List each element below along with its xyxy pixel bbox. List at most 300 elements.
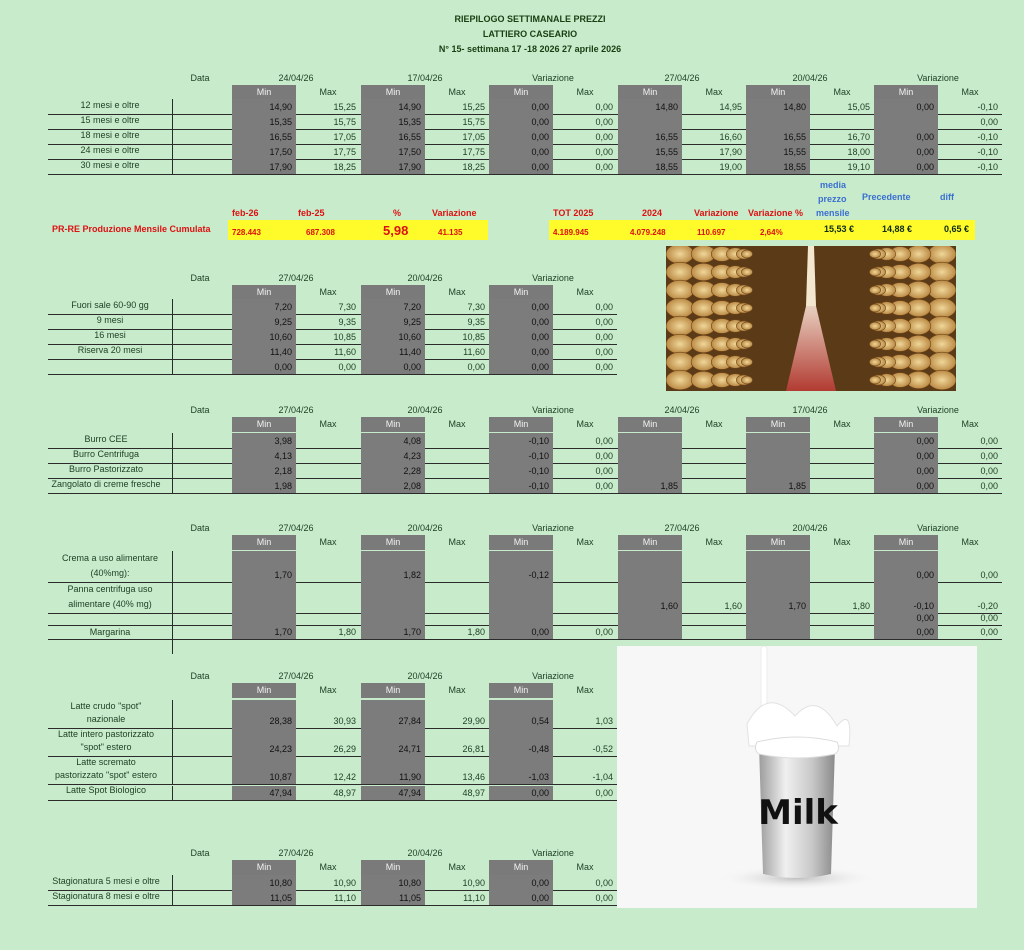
prod-label: PR-RE Produzione Mensile Cumulata (52, 224, 211, 234)
parmigiano-min-value: 0,00 (489, 159, 553, 174)
latte-min-value: 0,54 (489, 700, 553, 728)
min-header: Min (489, 683, 553, 698)
latte-max-value: 1,03 (595, 716, 613, 726)
pecorino-max-value: 11,10 (334, 893, 356, 903)
pecorino-min-value: 0,00 (489, 875, 553, 890)
column-date: 24/04/26 (278, 73, 314, 83)
grana-max-value: 11,60 (334, 347, 356, 357)
min-header: Min (232, 683, 296, 698)
parmigiano-max-value: 14,95 (719, 102, 742, 112)
max-header: Max (319, 685, 337, 695)
max-header: Max (576, 537, 594, 547)
latte-min-value: 27,84 (361, 700, 425, 728)
parmigiano-min-value: 0,00 (874, 129, 938, 144)
column-date: 27/04/26 (664, 523, 700, 533)
max-header: Max (319, 537, 337, 547)
min-header: Min (489, 417, 553, 432)
prod-h-media2: prezzo (818, 194, 847, 204)
prod-h-varpct: Variazione % (748, 208, 804, 218)
burro-min-value: -0,10 (489, 463, 553, 478)
max-header: Max (319, 862, 337, 872)
parmigiano-max-value: 16,60 (719, 132, 742, 142)
crema-max-value: 1,80 (467, 627, 485, 637)
row-divider (172, 639, 173, 654)
cheese-wheel (869, 358, 880, 366)
max-header: Max (705, 87, 723, 97)
burro-max-value: 0,00 (595, 481, 613, 491)
latte-min-value: 28,38 (232, 700, 296, 728)
latte-min-value: -1,03 (489, 756, 553, 784)
pecorino-max-value: 10,90 (462, 878, 485, 888)
parmigiano-min-value: 18,55 (746, 159, 810, 174)
max-header: Max (705, 537, 723, 547)
crema-max-value: 0,00 (980, 570, 998, 580)
crema-min-value (746, 613, 810, 625)
parmigiano-max-value: 0,00 (595, 102, 613, 112)
min-header: Min (489, 85, 553, 100)
cheese-wheel (928, 280, 956, 300)
max-header: Max (833, 537, 851, 547)
parmigiano-max-value: 17,90 (719, 147, 742, 157)
prod-v-var2: 110.697 (697, 228, 726, 237)
max-header: Max (576, 419, 594, 429)
burro-min-value: 2,18 (232, 463, 296, 478)
min-header: Min (232, 417, 296, 432)
row-label: Latte intero pastorizzato (57, 729, 155, 739)
parmigiano-min-value: 17,50 (232, 144, 296, 159)
burro-min-value: 0,00 (874, 448, 938, 463)
crema-min-value: 0,00 (874, 613, 938, 625)
latte-min-value: 10,87 (232, 756, 296, 784)
crema-min-value (746, 551, 810, 582)
min-header: Min (874, 85, 938, 100)
cheese-wheel (666, 262, 694, 282)
min-header: Min (618, 535, 682, 550)
max-header: Max (448, 419, 466, 429)
row-line (48, 639, 1002, 640)
parmigiano-min-value: 16,55 (361, 129, 425, 144)
max-header: Max (961, 87, 979, 97)
parmigiano-max-value: 0,00 (980, 117, 998, 127)
max-header: Max (961, 419, 979, 429)
latte-max-value: 29,90 (462, 716, 485, 726)
prod-v-tot: 4.189.945 (553, 228, 589, 237)
crema-min-value (489, 582, 553, 613)
cheese-wheel (666, 370, 694, 390)
prod-v-2024: 4.079.248 (630, 228, 666, 237)
cheese-wheel (666, 316, 694, 336)
crema-min-value: 0,00 (874, 551, 938, 582)
parmigiano-max-value: 19,10 (847, 162, 870, 172)
parmigiano-max-value: 0,00 (595, 162, 613, 172)
crema-min-value (361, 582, 425, 613)
parmigiano-min-value: 16,55 (232, 129, 296, 144)
row-label: nazionale (86, 714, 126, 724)
parmigiano-max-value: 18,25 (333, 162, 356, 172)
cheese-wheel (666, 298, 694, 318)
row-label: Zangolato di creme fresche (51, 479, 161, 489)
cheese-wheel (666, 352, 694, 372)
grana-max-value: 0,00 (467, 362, 485, 372)
prod-h-feb26: feb-26 (232, 208, 259, 218)
cheese-wheel (928, 298, 956, 318)
prod-h-tot: TOT 2025 (553, 208, 594, 218)
grana-max-value: 0,00 (595, 302, 613, 312)
parmigiano-max-value: -0,10 (977, 162, 998, 172)
min-header: Min (874, 535, 938, 550)
column-date: Variazione (532, 848, 574, 858)
grana-min-value: 0,00 (489, 344, 553, 359)
burro-min-value: 4,13 (232, 448, 296, 463)
crema-min-value (489, 613, 553, 625)
burro-max-value: 0,00 (980, 436, 998, 446)
parmigiano-max-value: 15,75 (333, 117, 356, 127)
burro-min-value: 2,28 (361, 463, 425, 478)
parmigiano-max-value: 15,25 (462, 102, 485, 112)
burro-min-value: 1,85 (746, 478, 810, 493)
grana-max-value: 0,00 (595, 362, 613, 372)
burro-min-value: 1,85 (618, 478, 682, 493)
min-header: Min (361, 683, 425, 698)
parmigiano-min-value: 17,50 (361, 144, 425, 159)
max-header: Max (576, 862, 594, 872)
row-label: (40%mg): (90, 568, 130, 578)
crema-max-value: -0,20 (977, 601, 998, 611)
pecorino-max-value: 0,00 (595, 893, 613, 903)
parmigiano-max-value: 16,70 (847, 132, 870, 142)
grana-max-value: 7,30 (338, 302, 356, 312)
row-label: 16 mesi (94, 330, 126, 340)
min-header: Min (361, 85, 425, 100)
cheese-wheel (666, 334, 694, 354)
parmigiano-min-value: 17,90 (361, 159, 425, 174)
prod-h-prec: Precedente (862, 192, 911, 202)
milk-label: Milk (758, 793, 838, 833)
prod-h-media3: mensile (816, 208, 850, 218)
row-line (48, 174, 1002, 175)
prod-v-feb25: 687.308 (306, 228, 335, 237)
row-label: Burro Pastorizzato (68, 464, 144, 474)
row-divider (172, 875, 173, 905)
latte-max-value: -1,04 (592, 772, 613, 782)
parmigiano-max-value: 0,00 (595, 117, 613, 127)
crema-min-value (618, 613, 682, 625)
max-header: Max (576, 87, 594, 97)
pecorino-min-value: 10,80 (232, 875, 296, 890)
burro-max-value: 0,00 (980, 451, 998, 461)
min-header: Min (232, 860, 296, 875)
data-label: Data (190, 73, 210, 83)
cheese-wheel (741, 358, 752, 366)
column-date: 20/04/26 (407, 273, 443, 283)
latte-max-value: 30,93 (333, 716, 356, 726)
min-header: Min (232, 85, 296, 100)
parmigiano-max-value: 0,00 (595, 147, 613, 157)
row-label: Latte Spot Biologico (65, 785, 147, 795)
column-date: 24/04/26 (664, 405, 700, 415)
burro-min-value: -0,10 (489, 433, 553, 448)
column-date: Variazione (917, 405, 959, 415)
crema-min-value: 1,60 (618, 582, 682, 613)
parmigiano-min-value: 15,35 (361, 114, 425, 129)
row-line (48, 374, 617, 375)
prod-h-media1: media (820, 180, 847, 190)
data-label: Data (190, 848, 210, 858)
latte-min-value: 47,94 (232, 786, 296, 800)
burro-min-value: 0,00 (874, 433, 938, 448)
min-header: Min (361, 417, 425, 432)
prod-v-var: 41.135 (438, 228, 463, 237)
grana-max-value: 0,00 (338, 362, 356, 372)
parmigiano-min-value: 15,55 (746, 144, 810, 159)
crema-min-value: 0,00 (489, 625, 553, 639)
cheese-wheel (741, 322, 752, 330)
grana-min-value: 0,00 (232, 359, 296, 374)
min-header: Min (874, 417, 938, 432)
crema-max-value: 1,80 (338, 627, 356, 637)
parmigiano-min-value: 14,80 (746, 99, 810, 114)
row-label: 24 mesi e oltre (80, 145, 140, 155)
row-label: Burro Centrifuga (72, 449, 140, 459)
column-date: 27/04/26 (278, 273, 314, 283)
cheese-wheel (741, 286, 752, 294)
row-label: Fuori sale 60-90 gg (71, 300, 149, 310)
crema-min-value: -0,12 (489, 551, 553, 582)
grana-min-value: 0,00 (489, 359, 553, 374)
column-date: 20/04/26 (407, 671, 443, 681)
column-date: 20/04/26 (407, 405, 443, 415)
parmigiano-max-value: 18,00 (847, 147, 870, 157)
grana-min-value: 9,25 (361, 314, 425, 329)
prod-h-pct: % (393, 208, 402, 218)
latte-min-value: 11,90 (361, 756, 425, 784)
crema-max-value: 0,00 (595, 627, 613, 637)
row-label: 9 mesi (96, 315, 124, 325)
cheese-wheel (666, 246, 694, 264)
min-header: Min (232, 535, 296, 550)
row-label: alimentare (40% mg) (68, 599, 152, 609)
latte-max-value: 26,29 (333, 744, 356, 754)
crema-min-value (232, 613, 296, 625)
column-date: 27/04/26 (664, 73, 700, 83)
cheese-warehouse-image (666, 246, 956, 391)
cheese-wheel (869, 286, 880, 294)
burro-min-value: 0,00 (874, 463, 938, 478)
grana-min-value: 0,00 (489, 314, 553, 329)
grana-max-value: 7,30 (467, 302, 485, 312)
min-header: Min (489, 860, 553, 875)
data-label: Data (190, 405, 210, 415)
max-header: Max (319, 87, 337, 97)
prod-v-media: 15,53 € (824, 224, 855, 234)
row-divider (172, 700, 173, 784)
parmigiano-max-value: 18,25 (462, 162, 485, 172)
prod-h-var: Variazione (432, 208, 477, 218)
grana-min-value: 7,20 (232, 299, 296, 314)
row-label: Panna centrifuga uso (67, 584, 153, 594)
burro-max-value: 0,00 (595, 451, 613, 461)
min-header: Min (618, 417, 682, 432)
row-label: "spot" estero (80, 742, 132, 752)
latte-min-value: 47,94 (361, 786, 425, 800)
parmigiano-max-value: -0,10 (977, 132, 998, 142)
grana-min-value: 0,00 (361, 359, 425, 374)
data-label: Data (190, 671, 210, 681)
burro-min-value: 4,23 (361, 448, 425, 463)
row-line (48, 493, 1002, 494)
min-header: Min (361, 860, 425, 875)
burro-min-value: 3,98 (232, 433, 296, 448)
data-label: Data (190, 523, 210, 533)
grana-min-value: 11,40 (361, 344, 425, 359)
grana-min-value: 10,60 (232, 329, 296, 344)
parmigiano-min-value: 0,00 (874, 144, 938, 159)
row-divider (172, 433, 173, 493)
min-header: Min (618, 85, 682, 100)
row-label: Riserva 20 mesi (77, 345, 143, 355)
column-date: 17/04/26 (792, 405, 828, 415)
row-label: Stagionatura 8 mesi e oltre (52, 891, 160, 901)
max-header: Max (319, 419, 337, 429)
report-title: RIEPILOGO SETTIMANALE PREZZI (454, 14, 606, 24)
prod-h-var2: Variazione (694, 208, 739, 218)
grana-max-value: 11,60 (463, 347, 485, 357)
report-subtitle: LATTIERO CASEARIO (482, 29, 578, 39)
column-date: 27/04/26 (278, 405, 314, 415)
row-divider (172, 99, 173, 174)
latte-min-value: 24,71 (361, 728, 425, 756)
column-date: Variazione (532, 523, 574, 533)
row-label: Burro CEE (84, 434, 128, 444)
row-divider (172, 786, 173, 800)
max-header: Max (576, 685, 594, 695)
cheese-wheel (869, 376, 880, 384)
parmigiano-min-value: 0,00 (489, 99, 553, 114)
parmigiano-max-value: 15,75 (462, 117, 485, 127)
max-header: Max (833, 419, 851, 429)
burro-max-value: 0,00 (595, 436, 613, 446)
row-divider (172, 613, 173, 625)
data-label: Data (190, 273, 210, 283)
max-header: Max (448, 87, 466, 97)
row-label: Latte scremato (76, 757, 136, 767)
parmigiano-min-value: 0,00 (489, 129, 553, 144)
parmigiano-max-value: -0,10 (977, 102, 998, 112)
row-divider (172, 551, 173, 613)
crema-max-value: 1,60 (724, 601, 742, 611)
burro-min-value: -0,10 (489, 478, 553, 493)
grana-max-value: 0,00 (595, 332, 613, 342)
max-header: Max (448, 537, 466, 547)
burro-min-value (618, 463, 682, 478)
parmigiano-min-value (618, 114, 682, 129)
max-header: Max (319, 287, 337, 297)
crema-min-value: 1,82 (361, 551, 425, 582)
burro-max-value: 0,00 (980, 481, 998, 491)
column-date: Variazione (917, 73, 959, 83)
grana-min-value: 7,20 (361, 299, 425, 314)
row-line (48, 905, 617, 906)
max-header: Max (448, 685, 466, 695)
cheese-wheel (928, 262, 956, 282)
milk-can-image (617, 646, 977, 908)
row-label: Margarina (89, 627, 131, 637)
parmigiano-min-value: 0,00 (489, 144, 553, 159)
grana-min-value: 0,00 (489, 299, 553, 314)
row-line (48, 784, 617, 785)
parmigiano-min-value: 14,90 (232, 99, 296, 114)
parmigiano-max-value: 17,75 (333, 147, 356, 157)
latte-max-value: 0,00 (595, 788, 613, 798)
max-header: Max (448, 862, 466, 872)
prod-v-diff: 0,65 € (944, 224, 970, 234)
min-header: Min (361, 535, 425, 550)
min-header: Min (489, 535, 553, 550)
grana-max-value: 9,35 (338, 317, 356, 327)
latte-min-value: -0,48 (489, 728, 553, 756)
burro-min-value (746, 463, 810, 478)
crema-min-value (618, 625, 682, 639)
column-date: 20/04/26 (792, 73, 828, 83)
max-header: Max (448, 287, 466, 297)
cheese-wheel (869, 304, 880, 312)
parmigiano-max-value: 17,05 (462, 132, 485, 142)
prod-v-prec: 14,88 € (882, 224, 913, 234)
row-line (48, 800, 617, 801)
prod-h-feb25: feb-25 (298, 208, 325, 218)
parmigiano-min-value: 0,00 (874, 159, 938, 174)
pecorino-max-value: 0,00 (595, 878, 613, 888)
column-date: 20/04/26 (407, 523, 443, 533)
cheese-wheel (928, 370, 956, 390)
burro-max-value: 0,00 (980, 466, 998, 476)
crema-max-value: 0,00 (980, 613, 998, 623)
cheese-wheel (869, 322, 880, 330)
cheese-wheel (928, 352, 956, 372)
cheese-wheel (869, 340, 880, 348)
parmigiano-max-value: 17,75 (462, 147, 485, 157)
column-date: 20/04/26 (407, 848, 443, 858)
row-label: 15 mesi e oltre (80, 115, 140, 125)
grana-max-value: 10,85 (333, 332, 356, 342)
latte-max-value: 13,46 (462, 772, 485, 782)
row-label: Stagionatura 5 mesi e oltre (52, 876, 160, 886)
grana-min-value: 10,60 (361, 329, 425, 344)
crema-min-value: 0,00 (874, 625, 938, 639)
column-date: 27/04/26 (278, 523, 314, 533)
latte-min-value: 0,00 (489, 786, 553, 800)
crema-min-value: 1,70 (232, 551, 296, 582)
min-header: Min (232, 285, 296, 300)
grana-min-value: 9,25 (232, 314, 296, 329)
crema-min-value: -0,10 (874, 582, 938, 613)
min-header: Min (489, 285, 553, 300)
min-header: Min (746, 417, 810, 432)
max-header: Max (961, 537, 979, 547)
parmigiano-min-value (874, 114, 938, 129)
parmigiano-max-value: 15,25 (333, 102, 356, 112)
grana-min-value: 11,40 (232, 344, 296, 359)
column-date: 27/04/26 (278, 848, 314, 858)
parmigiano-min-value: 16,55 (618, 129, 682, 144)
column-date: Variazione (532, 671, 574, 681)
parmigiano-min-value: 15,55 (618, 144, 682, 159)
prod-h-diff: diff (940, 192, 954, 202)
crema-min-value (618, 551, 682, 582)
cheese-wheel (741, 250, 752, 258)
parmigiano-min-value (746, 114, 810, 129)
pecorino-min-value: 11,05 (232, 890, 296, 905)
